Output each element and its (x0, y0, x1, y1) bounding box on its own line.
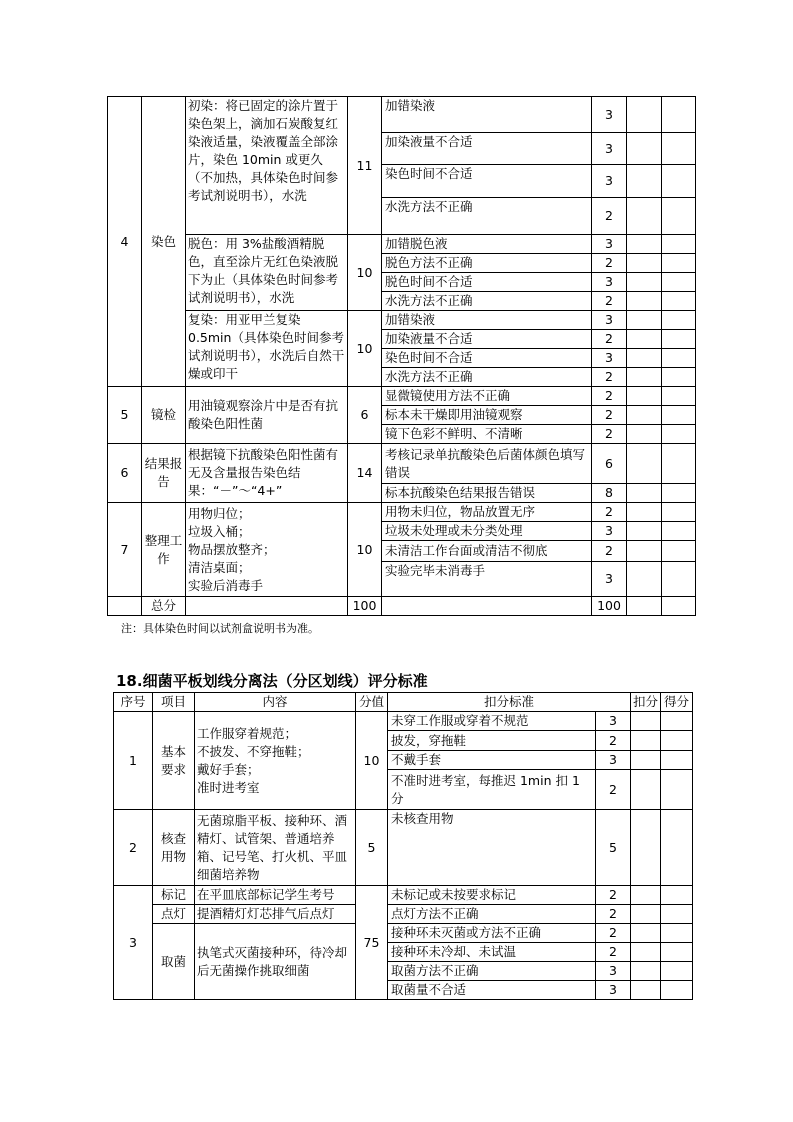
deduction-points: 6 (592, 444, 627, 484)
content-line: 垃圾入桶； (188, 523, 251, 539)
deduction-points: 3 (592, 97, 627, 133)
deduction-text: 不准时进考室，每推迟 1min 扣 1 分 (388, 770, 596, 810)
deduction-points: 3 (592, 273, 627, 292)
item-cell: 核查用物 (153, 810, 195, 886)
content-cell: 提酒精灯灯芯排气后点灯 (195, 905, 356, 924)
content-cell: 脱色：用 3%盐酸酒精脱色，直至涂片无红色染液脱下为止（具体染色时间参考试剂说明书），水洗 (186, 235, 348, 311)
item-cell: 标记 (153, 886, 195, 905)
deduction-points: 2 (592, 425, 627, 444)
deduction-text: 加错染液 (382, 311, 592, 330)
deduction-points: 3 (592, 349, 627, 368)
content-cell: 根据镜下抗酸染色阳性菌有无及含量报告染色结果：“－”～“4+” (186, 444, 348, 503)
seq-cell: 5 (108, 387, 142, 444)
header-seq: 序号 (114, 693, 153, 712)
item-cell: 整理工作 (142, 503, 186, 597)
seq-cell: 7 (108, 503, 142, 597)
deduction-text: 加错染液 (382, 97, 592, 133)
deduction-text: 未标记或未按要求标记 (388, 886, 596, 905)
deduction-points: 3 (596, 712, 631, 731)
deduction-points: 2 (592, 368, 627, 387)
deduction-points: 3 (592, 133, 627, 165)
deduction-text: 取菌方法不正确 (388, 962, 596, 981)
content-line: 实验后消毒手 (188, 577, 264, 593)
seq-cell: 4 (108, 97, 142, 387)
deduction-points: 3 (596, 751, 631, 770)
deduction-points: 2 (592, 254, 627, 273)
header-content: 内容 (195, 693, 356, 712)
deduction-text: 未核查用物 (388, 810, 596, 886)
deduction-text: 取菌量不合适 (388, 981, 596, 1000)
deduction-points: 2 (596, 731, 631, 751)
score-cell: 6 (348, 387, 382, 444)
content-line: 物品摆放整齐； (188, 541, 276, 557)
deduction-points: 2 (592, 198, 627, 235)
seq-cell: 3 (114, 886, 153, 1000)
content-line: 清洁桌面； (188, 559, 251, 575)
deduction-text: 镜下色彩不鲜明、不清晰 (382, 425, 592, 444)
deduction-text: 水洗方法不正确 (382, 368, 592, 387)
content-cell (186, 503, 348, 597)
deduction-points: 2 (596, 770, 631, 810)
score-cell: 5 (356, 810, 388, 886)
item-cell: 取菌 (153, 924, 195, 1000)
header-score: 分值 (356, 693, 388, 712)
header-item: 项目 (153, 693, 195, 712)
header-earned: 得分 (661, 693, 693, 712)
deduction-text: 接种环未冷却、未试温 (388, 943, 596, 962)
deduction-points: 8 (592, 484, 627, 503)
deduction-text: 显微镜使用方法不正确 (382, 387, 592, 406)
earned-cell (662, 97, 696, 133)
deduction-points: 2 (596, 924, 631, 943)
section-title: 18.细菌平板划线分离法（分区划线）评分标准 (116, 672, 428, 690)
seq-cell: 1 (114, 712, 153, 810)
deduction-points: 2 (596, 905, 631, 924)
deduction-points: 3 (596, 981, 631, 1000)
deduction-text: 考核记录单抗酸染色后菌体颜色填写错误 (382, 444, 592, 484)
deduction-points: 5 (596, 810, 631, 886)
score-cell: 14 (348, 444, 382, 503)
deduction-points: 3 (592, 235, 627, 254)
deduction-points: 2 (592, 503, 627, 522)
content-line: 不披发、不穿拖鞋； (197, 743, 310, 759)
plate-streak-scoring-table (113, 692, 693, 1000)
item-cell: 镜检 (142, 387, 186, 444)
deduction-text: 标本未干燥即用油镜观察 (382, 406, 592, 425)
item-cell: 点灯 (153, 905, 195, 924)
deduction-points: 2 (592, 292, 627, 311)
content-cell (195, 712, 356, 810)
content-line: 用物归位； (188, 505, 251, 521)
deduction-text: 加染液量不合适 (382, 133, 592, 165)
score-cell: 10 (348, 235, 382, 311)
deduction-points: 2 (592, 406, 627, 425)
deduction-text: 实验完毕未消毒手 (382, 562, 592, 597)
content-cell: 执笔式灭菌接种环，待冷却后无菌操作挑取细菌 (195, 924, 356, 1000)
content-line: 戴好手套； (197, 761, 260, 777)
deduction-points: 3 (592, 522, 627, 541)
deduction-text: 垃圾未处理或未分类处理 (382, 522, 592, 541)
header-deduct: 扣分 (631, 693, 661, 712)
footnote: 注：具体染色时间以试剂盒说明书为准。 (121, 622, 319, 635)
deduction-text: 未穿工作服或穿着不规范 (388, 712, 596, 731)
item-cell: 基本要求 (153, 712, 195, 810)
deduction-points: 2 (596, 943, 631, 962)
seq-cell: 6 (108, 444, 142, 503)
deduction-points: 3 (596, 962, 631, 981)
score-cell: 75 (356, 886, 388, 1000)
deduction-text: 未清洁工作台面或清洁不彻底 (382, 541, 592, 562)
deduction-points: 2 (592, 541, 627, 562)
deduction-text: 脱色时间不合适 (382, 273, 592, 292)
deduction-text: 脱色方法不正确 (382, 254, 592, 273)
content-cell: 用油镜观察涂片中是否有抗酸染色阳性菌 (186, 387, 348, 444)
content-cell: 无菌琼脂平板、接种环、酒精灯、试管架、普通培养箱、记号笔、打火机、平皿细菌培养物 (195, 810, 356, 886)
deduction-points: 2 (596, 886, 631, 905)
deduction-text: 接种环未灭菌或方法不正确 (388, 924, 596, 943)
deduction-points: 3 (592, 562, 627, 597)
deduct-cell (627, 97, 662, 133)
content-cell: 在平皿底部标记学生考号 (195, 886, 356, 905)
seq-cell: 2 (114, 810, 153, 886)
deduction-text: 染色时间不合适 (382, 349, 592, 368)
total-deduct: 100 (592, 597, 627, 616)
total-score: 100 (348, 597, 382, 616)
deduction-points: 2 (592, 387, 627, 406)
content-cell: 复染：用亚甲兰复染 0.5min（具体染色时间参考试剂说明书），水洗后自然干燥或印干 (186, 311, 348, 387)
score-cell: 10 (356, 712, 388, 810)
score-cell: 11 (348, 97, 382, 235)
item-cell: 结果报告 (142, 444, 186, 503)
deduction-text: 染色时间不合适 (382, 165, 592, 198)
content-cell: 初染：将已固定的涂片置于染色架上，滴加石炭酸复红染液适量，染液覆盖全部涂片，染色 10min 或更久（不加热，具体染色时间参考试剂说明书），水洗 (186, 97, 348, 235)
score-cell: 10 (348, 503, 382, 597)
content-line: 工作服穿着规范； (197, 725, 298, 741)
deduction-text: 水洗方法不正确 (382, 292, 592, 311)
item-cell: 染色 (142, 97, 186, 387)
deduction-text: 水洗方法不正确 (382, 198, 592, 235)
deduction-text: 加染液量不合适 (382, 330, 592, 349)
deduction-text: 用物未归位，物品放置无序 (382, 503, 592, 522)
content-line: 准时进考室 (197, 779, 260, 795)
deduction-text: 标本抗酸染色结果报告错误 (382, 484, 592, 503)
score-cell: 10 (348, 311, 382, 387)
scoring-table-continued (107, 96, 696, 616)
deduction-text: 加错脱色液 (382, 235, 592, 254)
deduction-text: 不戴手套 (388, 751, 596, 770)
deduction-points: 3 (592, 165, 627, 198)
deduction-text: 披发，穿拖鞋 (388, 731, 596, 751)
deduction-text: 点灯方法不正确 (388, 905, 596, 924)
deduction-points: 2 (592, 330, 627, 349)
deduction-points: 3 (592, 311, 627, 330)
total-label: 总分 (142, 597, 186, 616)
header-criteria: 扣分标准 (388, 693, 631, 712)
